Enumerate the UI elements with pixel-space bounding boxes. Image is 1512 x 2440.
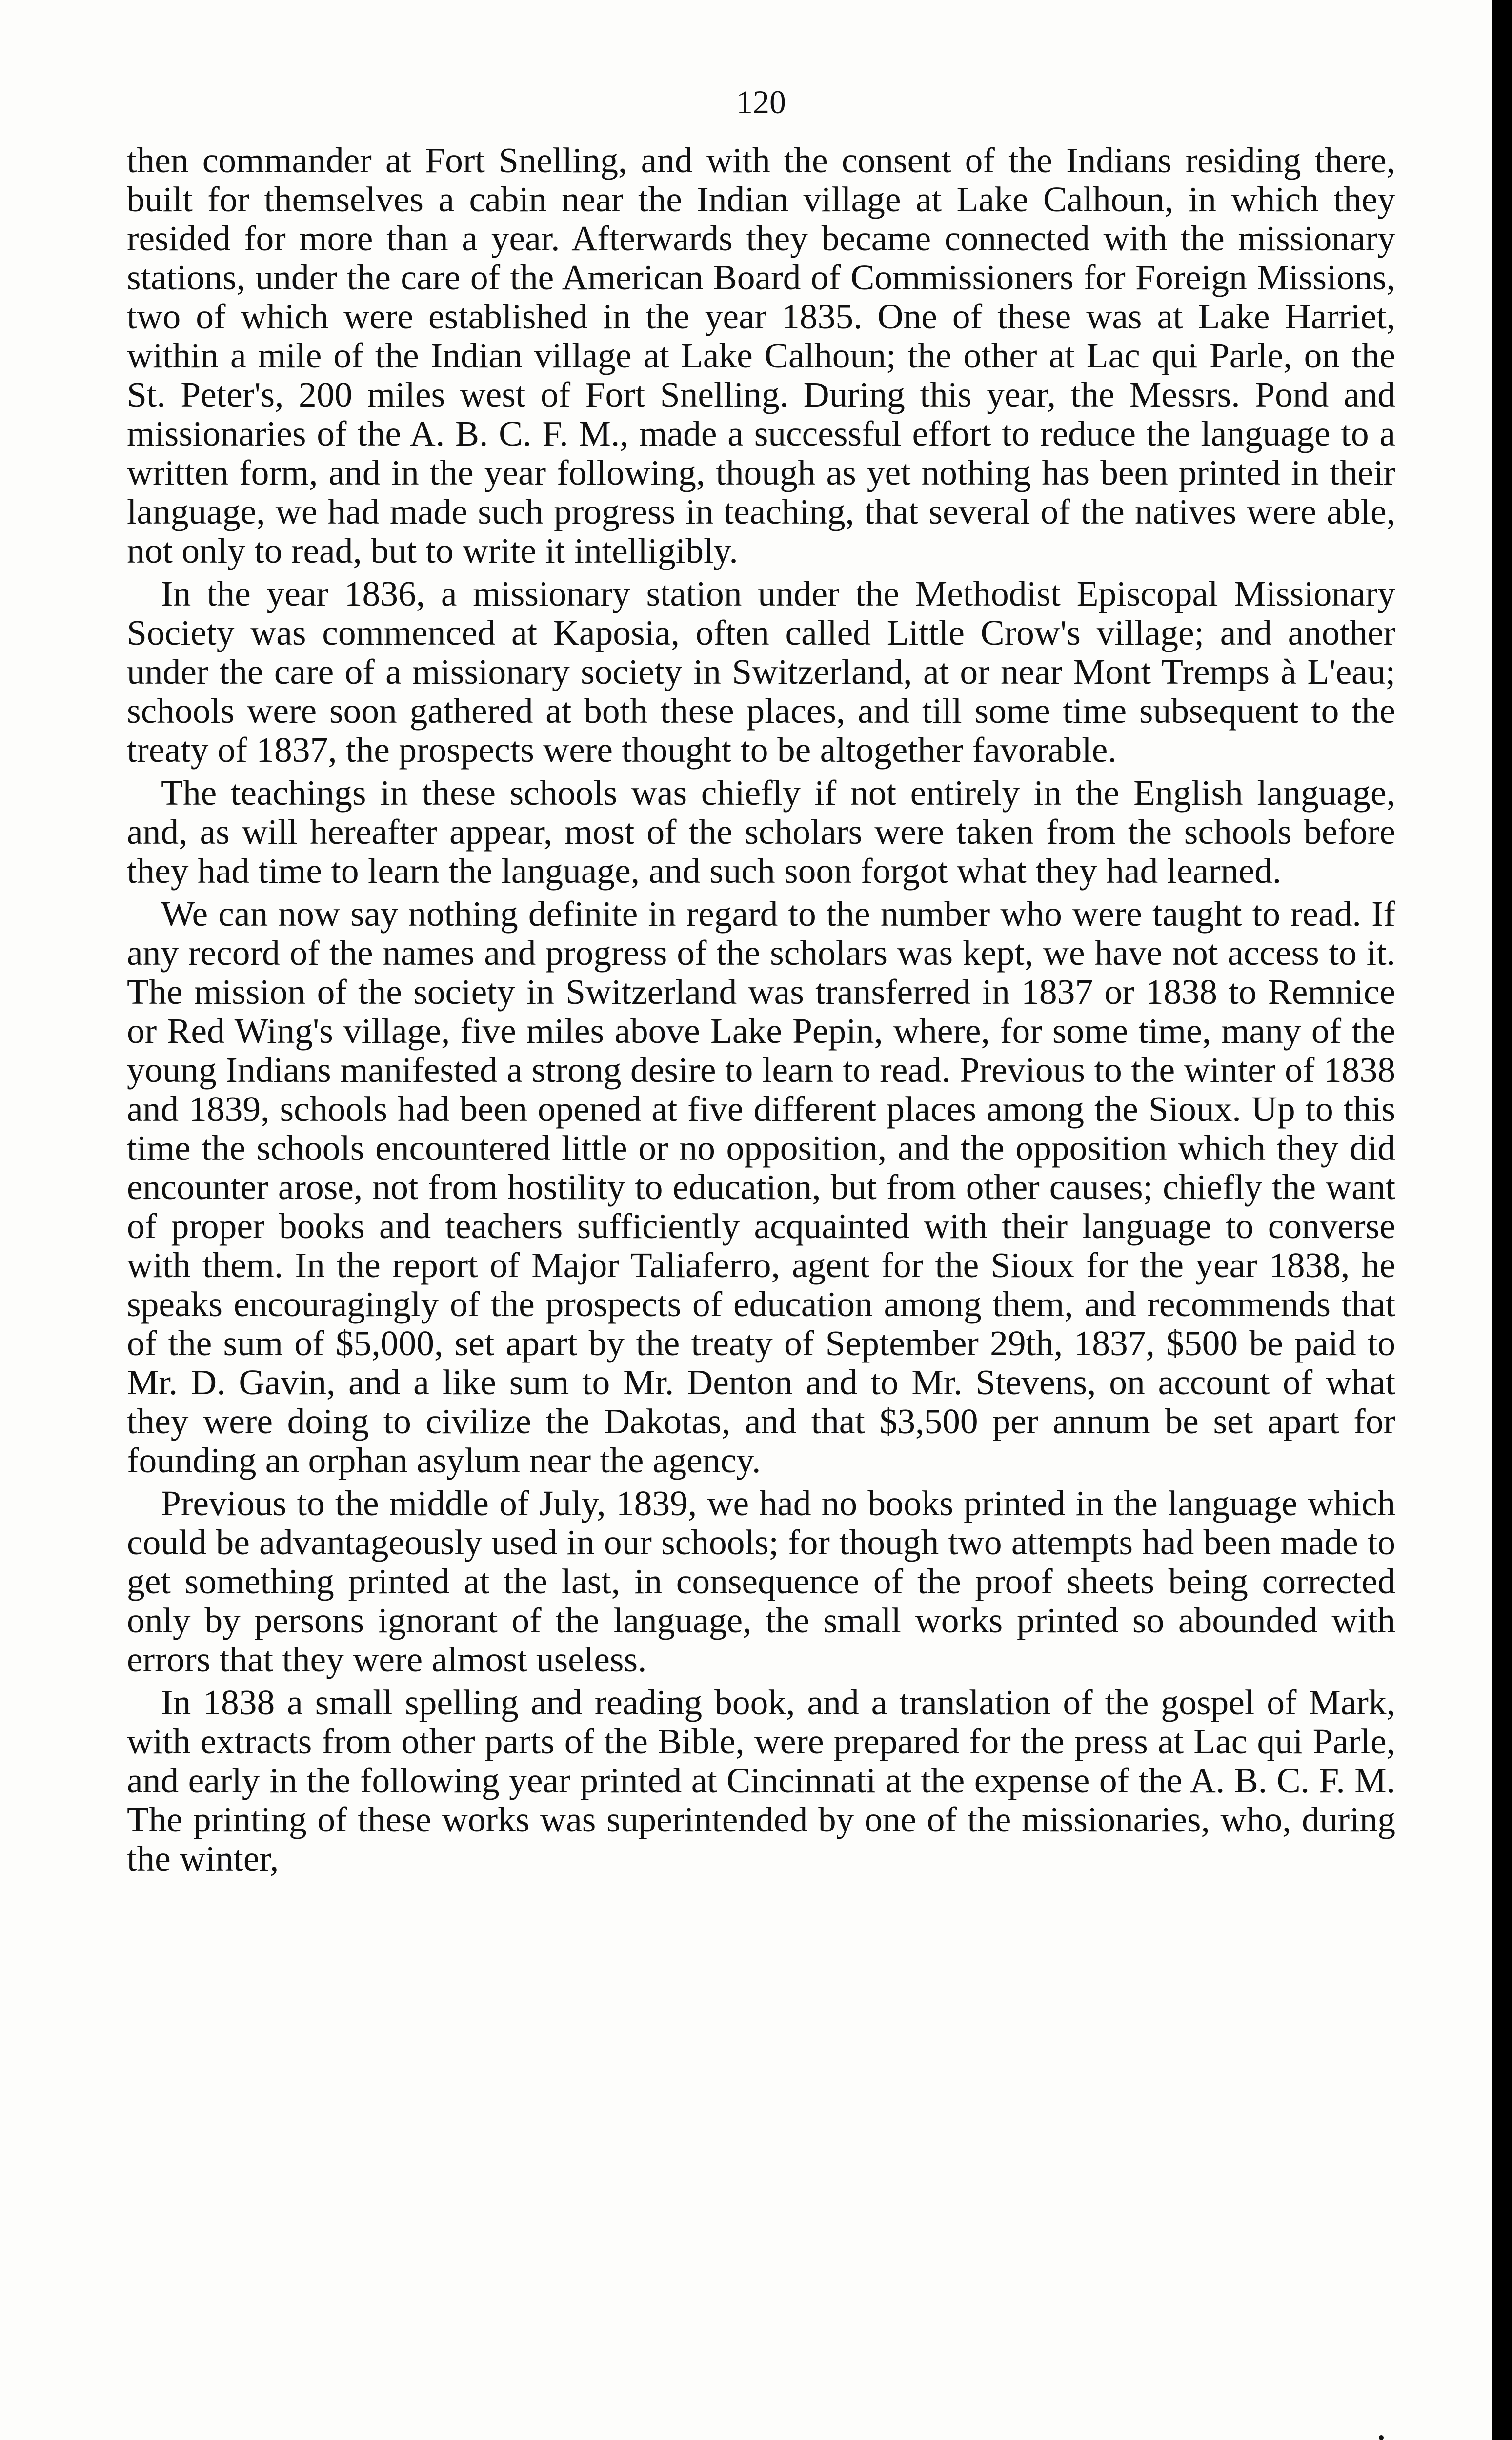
paragraph: In 1838 a small spelling and reading book, and a translation of the gospel of Mark, with extracts from other parts of the Bible, were prepared for the press at Lac qui Parle, and early in the following year printed at Cincinnati at the expense of the A. B. C. F. M. The printing of these works was superintended by one of the missionaries, who, during the winter, [127,1683,1395,1878]
ink-speck [1379,2435,1384,2440]
page-number: 120 [736,83,786,121]
book-page [127,83,1395,1878]
scan-border-right [1492,0,1512,2440]
body-text [127,141,1395,1878]
paragraph: then commander at Fort Snelling, and with the consent of the Indians residing there, built for themselves a cabin near the Indian village at Lake Calhoun, in which they resided for more than a year. Afterwards they became connected with the missionary stations, under the care of the American Board of Commissioners for Foreign Missions, two of which were established in the year 1835. One of these was at Lake Harriet, within a mile of the Indian village at Lake Calhoun; the other at Lac qui Parle, on the St. Peter's, 200 miles west of Fort Snelling. During this year, the Messrs. Pond and missionaries of the A. B. C. F. M., made a successful effort to reduce the language to a written form, and in the year following, though as yet nothing has been printed in their language, we had made such progress in teaching, that several of the natives were able, not only to read, but to write it intelligibly. [127,141,1395,570]
paragraph: In the year 1836, a missionary station under the Methodist Episcopal Missionary Society was commenced at Kaposia, often called Little Crow's village; and another under the care of a missionary society in Switzerland, at or near Mont Tremps à L'eau; schools were soon gathered at both these places, and till some time subsequent to the treaty of 1837, the prospects were thought to be altogether favorable. [127,574,1395,770]
paragraph: We can now say nothing definite in regard to the number who were taught to read. If any record of the names and progress of the scholars was kept, we have not access to it. The mission of the society in Switzerland was transferred in 1837 or 1838 to Remnice or Red Wing's village, five miles above Lake Pepin, where, for some time, many of the young Indians manifested a strong desire to learn to read. Previous to the winter of 1838 and 1839, schools had been opened at five different places among the Sioux. Up to this time the schools encountered little or no opposition, and the opposition which they did encounter arose, not from hostility to education, but from other causes; chiefly the want of proper books and teachers sufficiently acquainted with their language to converse with them. In the report of Major Taliaferro, agent for the Sioux for the year 1838, he speaks encouragingly of the prospects of education among them, and recommends that of the sum of $5,000, set apart by the treaty of September 29th, 1837, $500 be paid to Mr. D. Gavin, and a like sum to Mr. Denton and to Mr. Stevens, on account of what they were doing to civilize the Dakotas, and that $3,500 per annum be set apart for founding an orphan asylum near the agency. [127,894,1395,1480]
paragraph: The teachings in these schools was chiefly if not entirely in the English language, and, as will hereafter appear, most of the scholars were taken from the schools before they had time to learn the language, and such soon forgot what they had learned. [127,773,1395,891]
paragraph: Previous to the middle of July, 1839, we had no books printed in the language which could be advantageously used in our schools; for though two attempts had been made to get something printed at the last, in consequence of the proof sheets being corrected only by persons ignorant of the language, the small works printed so abounded with errors that they were almost useless. [127,1484,1395,1679]
